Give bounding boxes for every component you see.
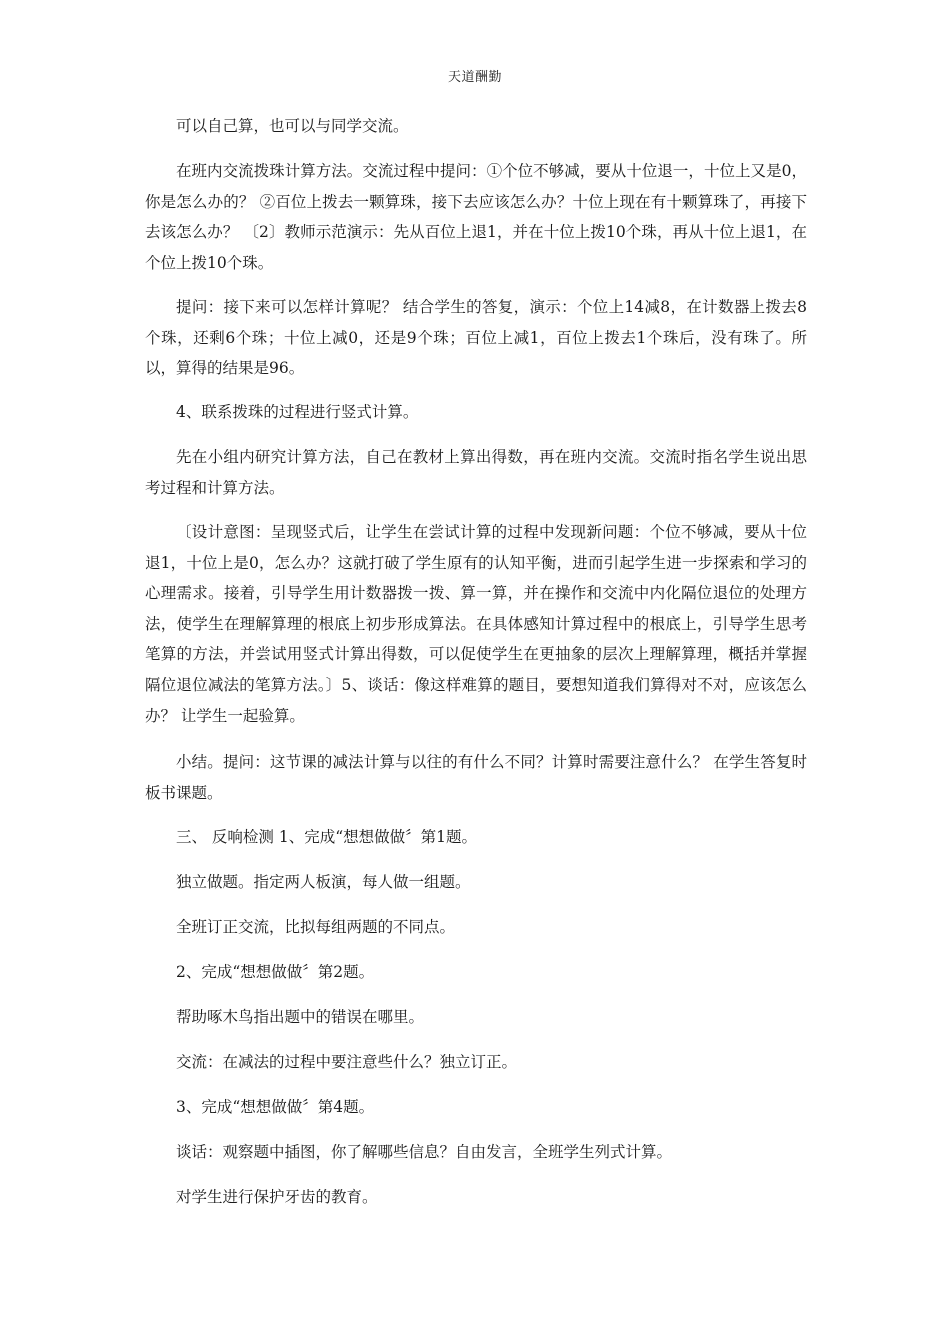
paragraph-2: 在班内交流拨珠计算方法。交流过程中提问：①个位不够减，要从十位退一，十位上又是0，你是怎么办的？ ②百位上拨去一颗算珠，接下去应该怎么办？十位上现在有十颗算珠了，再接下去该怎么办？ 〔2〕教师示范演示：先从百位上退1，并在十位上拨10个珠，再从十位上退1，在个位上拨10个珠。 — [145, 162, 807, 272]
paragraph-13: 交流：在减法的过程中要注意些什么？独立订正。 — [176, 1053, 518, 1071]
paragraph-1: 可以自己算，也可以与同学交流。 — [176, 117, 409, 135]
paragraph-5: 先在小组内研究计算方法，自己在教材上算出得数，再在班内交流。交流时指名学生说出思考过程和计算方法。 — [145, 448, 807, 497]
paragraph-15: 谈话：观察题中插图，你了解哪些信息？自由发言，全班学生列式计算。 — [176, 1143, 673, 1161]
paragraph-10: 全班订正交流，比拟每组两题的不同点。 — [176, 918, 456, 936]
paragraph-7: 小结。提问：这节课的减法计算与以往的有什么不同？计算时需要注意什么？ 在学生答复时板书课题。 — [145, 753, 807, 802]
paragraph-11: 2、完成“想想做做〞第2题。 — [176, 963, 375, 981]
paragraph-6: 〔设计意图：呈现竖式后，让学生在尝试计算的过程中发现新问题：个位不够减，要从十位退1，十位上是0，怎么办？这就打破了学生原有的认知平衡，进而引起学生进一步探索和学习的心理需求。接着，引导学生用计数器拨一拨、算一算，并在操作和交流中内化隔位退位的处理方法，使学生在理解算理的根底上初步形成算法。在具体感知计算过程中的根底上，引导学生思考笔算的方法，并尝试用竖式计算出得数，可以促使学生在更抽象的层次上理解算理，概括并掌握隔位退位减法的笔算方法。〕5、谈话：像这样难算的题目，要想知道我们算得对不对，应该怎么办？ 让学生一起验算。 — [145, 523, 807, 725]
paragraph-9: 独立做题。指定两人板演，每人做一组题。 — [176, 873, 471, 891]
paragraph-8: 三、 反响检测 1、完成“想想做做〞第1题。 — [176, 828, 478, 846]
paragraph-12: 帮助啄木鸟指出题中的错误在哪里。 — [176, 1008, 425, 1026]
paragraph-3: 提问：接下来可以怎样计算呢？ 结合学生的答复，演示：个位上14减8，在计数器上拨去8个珠，还剩6个珠；十位上减0，还是9个珠；百位上减1，百位上拨去1个珠后，没有珠了。所以，算得的结果是96。 — [145, 298, 807, 378]
paragraph-16: 对学生进行保护牙齿的教育。 — [176, 1188, 378, 1206]
paragraph-4: 4、联系拨珠的过程进行竖式计算。 — [176, 403, 419, 421]
paragraph-14: 3、完成“想想做做〞第4题。 — [176, 1098, 375, 1116]
page-header: 天道酬勤 — [447, 70, 502, 85]
